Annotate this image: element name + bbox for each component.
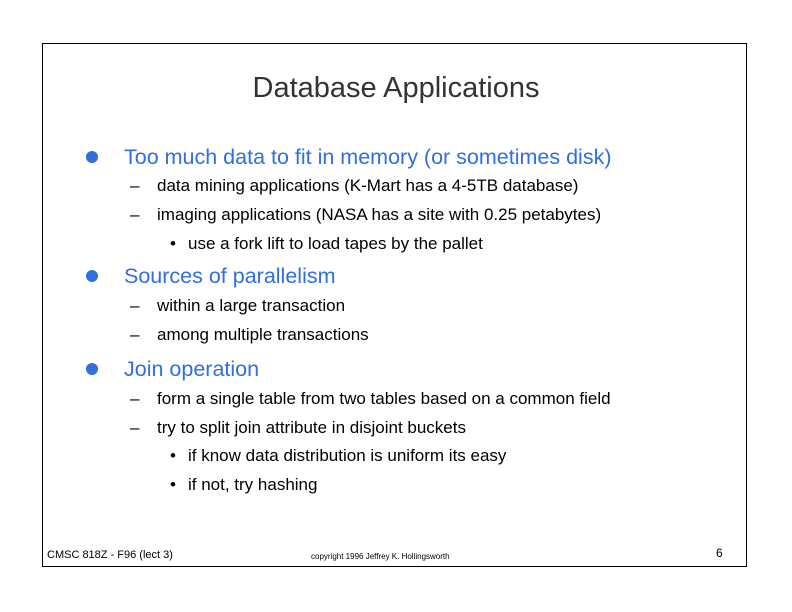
footer-course-label: CMSC 818Z - F96 (lect 3) (47, 549, 173, 561)
sub-bullet-text: imaging applications (NASA has a site with 0.25 petabytes) (157, 205, 602, 224)
sub-bullet-text: among multiple transactions (157, 325, 369, 344)
sub-sub-bullet-text: if not, try hashing (188, 475, 318, 494)
slide-title: Database Applications (252, 72, 540, 104)
bullet-dot-icon (86, 270, 98, 282)
sub-bullet-text: try to split join attribute in disjoint buckets (157, 418, 466, 437)
bullet-text: Join operation (124, 357, 260, 381)
dash-marker: – (130, 389, 140, 408)
dot-marker: • (170, 234, 176, 253)
slide-frame (42, 43, 747, 567)
bullet-dot-icon (86, 151, 98, 163)
sub-sub-bullet-text: if know data distribution is uniform its easy (188, 446, 507, 465)
dot-marker: • (170, 446, 176, 465)
dash-marker: – (130, 325, 140, 344)
dash-marker: – (130, 205, 140, 224)
dash-marker: – (130, 418, 140, 437)
sub-bullet-text: data mining applications (K-Mart has a 4-5TB database) (157, 176, 579, 195)
sub-sub-bullet-text: use a fork lift to load tapes by the pallet (188, 234, 483, 253)
bullet-dot-icon (86, 363, 98, 375)
page-number: 6 (716, 546, 723, 560)
sub-bullet-text: form a single table from two tables based on a common field (157, 389, 611, 408)
sub-bullet-text: within a large transaction (157, 296, 346, 315)
dot-marker: • (170, 475, 176, 494)
bullet-text: Too much data to fit in memory (or sometimes disk) (124, 145, 612, 169)
dash-marker: – (130, 176, 140, 195)
footer-copyright: copyright 1996 Jeffrey K. Hollingsworth (311, 552, 450, 561)
dash-marker: – (130, 296, 140, 315)
bullet-text: Sources of parallelism (124, 264, 336, 288)
